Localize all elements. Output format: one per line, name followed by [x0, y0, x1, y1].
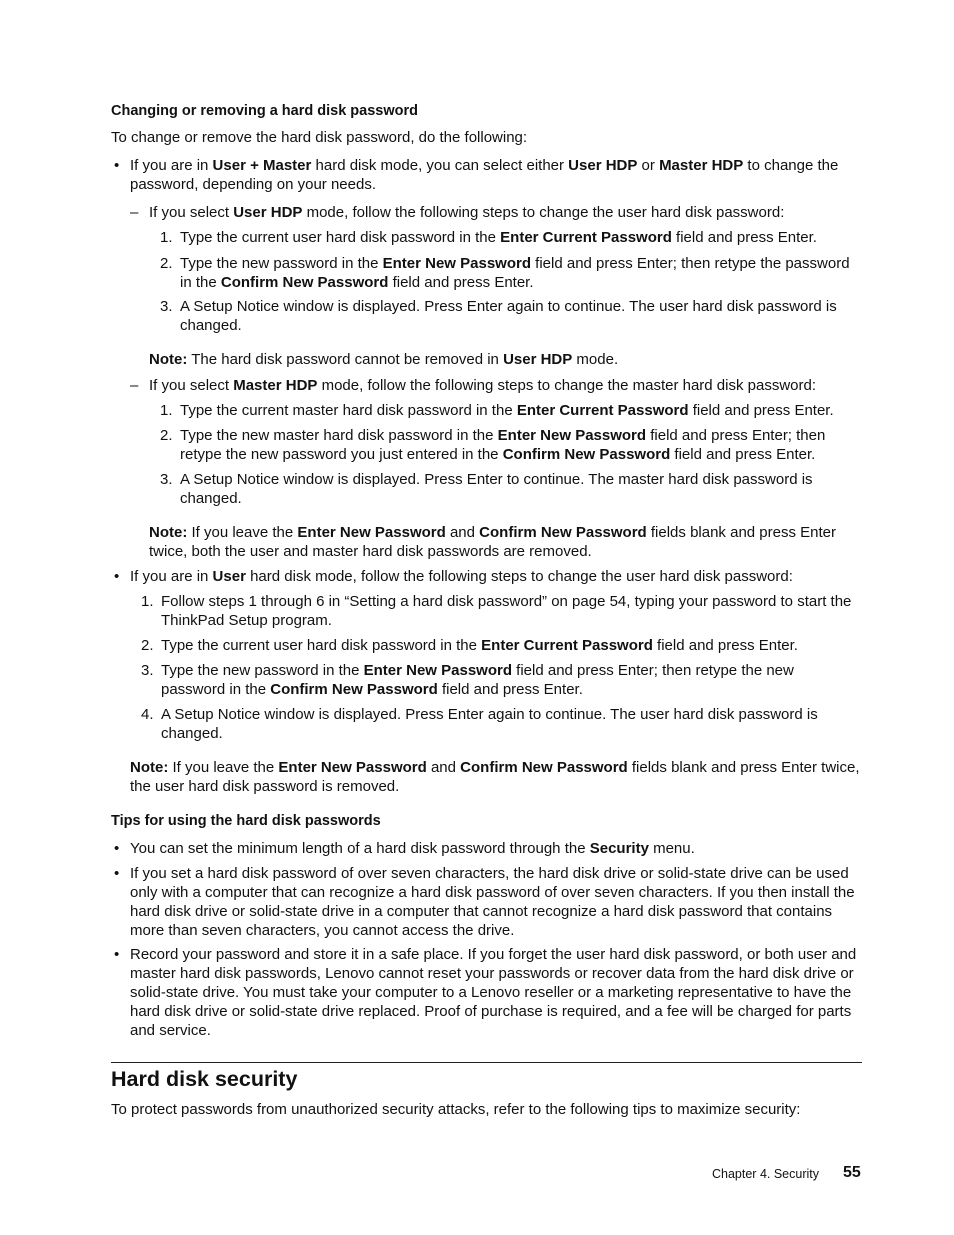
step-item: Type the current user hard disk password in the Enter Current Password field and press Enter.	[180, 229, 817, 246]
step-item: Follow steps 1 through 6 in “Setting a hard disk password” on page 54, typing your password to start the ThinkPad Setup program.	[161, 593, 852, 629]
section-divider	[111, 1062, 862, 1063]
page-number: 55	[843, 1164, 861, 1181]
bullet-user-master-mode: If you are in User + Master hard disk mode, you can select either User HDP or Master HDP to change the password, depending on your needs.	[130, 157, 839, 193]
step-number: 1.	[160, 402, 173, 419]
section-heading-tips: Tips for using the hard disk passwords	[111, 813, 381, 829]
step-number: 3.	[160, 298, 173, 315]
bullet-user-mode: If you are in User hard disk mode, follow the following steps to change the user hard disk password:	[130, 568, 793, 585]
note-user-hdp: Note: The hard disk password cannot be removed in User HDP mode.	[149, 351, 619, 368]
step-number: 1.	[141, 593, 154, 610]
step-number: 3.	[160, 471, 173, 488]
dash-marker: –	[130, 204, 139, 221]
bullet-marker: •	[114, 946, 120, 963]
sub-item-user-hdp: If you select User HDP mode, follow the following steps to change the user hard disk password:	[149, 204, 785, 221]
bullet-marker: •	[114, 840, 120, 857]
dash-marker: –	[130, 377, 139, 394]
step-number: 3.	[141, 662, 154, 679]
tip-item: Record your password and store it in a safe place. If you forget the user hard disk password, or both user and master hard disk passwords, Lenovo cannot reset your passwords or recover data from the hard disk drive or solid-state drive. You must take your computer to a Lenovo reseller or a marketing representative to have the hard disk drive or solid-state drive replaced. Proof of purchase is required, and a fee will be charged for parts and service.	[130, 946, 857, 1039]
step-number: 2.	[160, 427, 173, 444]
step-item: Type the new password in the Enter New Password field and press Enter; then retype the new password in the Confirm New Password field and press Enter.	[161, 662, 794, 698]
step-item: Type the current master hard disk password in the Enter Current Password field and press Enter.	[180, 402, 834, 419]
step-item: Type the new master hard disk password in the Enter New Password field and press Enter; then retype the new password you just entered in the Confirm New Password field and press Enter.	[180, 427, 826, 463]
sub-item-master-hdp: If you select Master HDP mode, follow the following steps to change the master hard disk password:	[149, 377, 817, 394]
footer-chapter: Chapter 4. Security	[712, 1167, 819, 1181]
step-number: 4.	[141, 706, 154, 723]
step-number: 2.	[141, 637, 154, 654]
step-item: A Setup Notice window is displayed. Press Enter to continue. The master hard disk password is changed.	[180, 471, 813, 507]
bullet-marker: •	[114, 157, 120, 174]
section-heading-hard-disk-security: Hard disk security	[111, 1067, 298, 1091]
bullet-marker: •	[114, 568, 120, 585]
step-number: 2.	[160, 255, 173, 272]
tip-item: If you set a hard disk password of over seven characters, the hard disk drive or solid-state drive can be used only with a computer that can recognize a hard disk password of over seven characters. If you then install the hard disk drive or solid-state drive in a computer that cannot recognize a hard disk password that contains more than seven characters, you cannot access the drive.	[130, 865, 855, 939]
step-item: Type the new password in the Enter New Password field and press Enter; then retype the password in the Confirm New Password field and press Enter.	[180, 255, 850, 291]
section-intro: To protect passwords from unauthorized security attacks, refer to the following tips to maximize security:	[111, 1101, 801, 1118]
step-item: A Setup Notice window is displayed. Press Enter again to continue. The user hard disk password is changed.	[161, 706, 818, 742]
step-item: A Setup Notice window is displayed. Press Enter again to continue. The user hard disk password is changed.	[180, 298, 837, 334]
tip-item: You can set the minimum length of a hard disk password through the Security menu.	[130, 840, 695, 857]
section-intro: To change or remove the hard disk password, do the following:	[111, 129, 528, 146]
step-item: Type the current user hard disk password in the Enter Current Password field and press Enter.	[161, 637, 798, 654]
note-master-hdp: Note: If you leave the Enter New Password and Confirm New Password fields blank and press Enter twice, both the user and master hard disk passwords are removed.	[149, 524, 836, 560]
note-user-mode: Note: If you leave the Enter New Password and Confirm New Password fields blank and press Enter twice, the user hard disk password is removed.	[130, 759, 860, 795]
step-number: 1.	[160, 229, 173, 246]
section-heading-change-remove: Changing or removing a hard disk password	[111, 103, 418, 119]
bullet-marker: •	[114, 865, 120, 882]
